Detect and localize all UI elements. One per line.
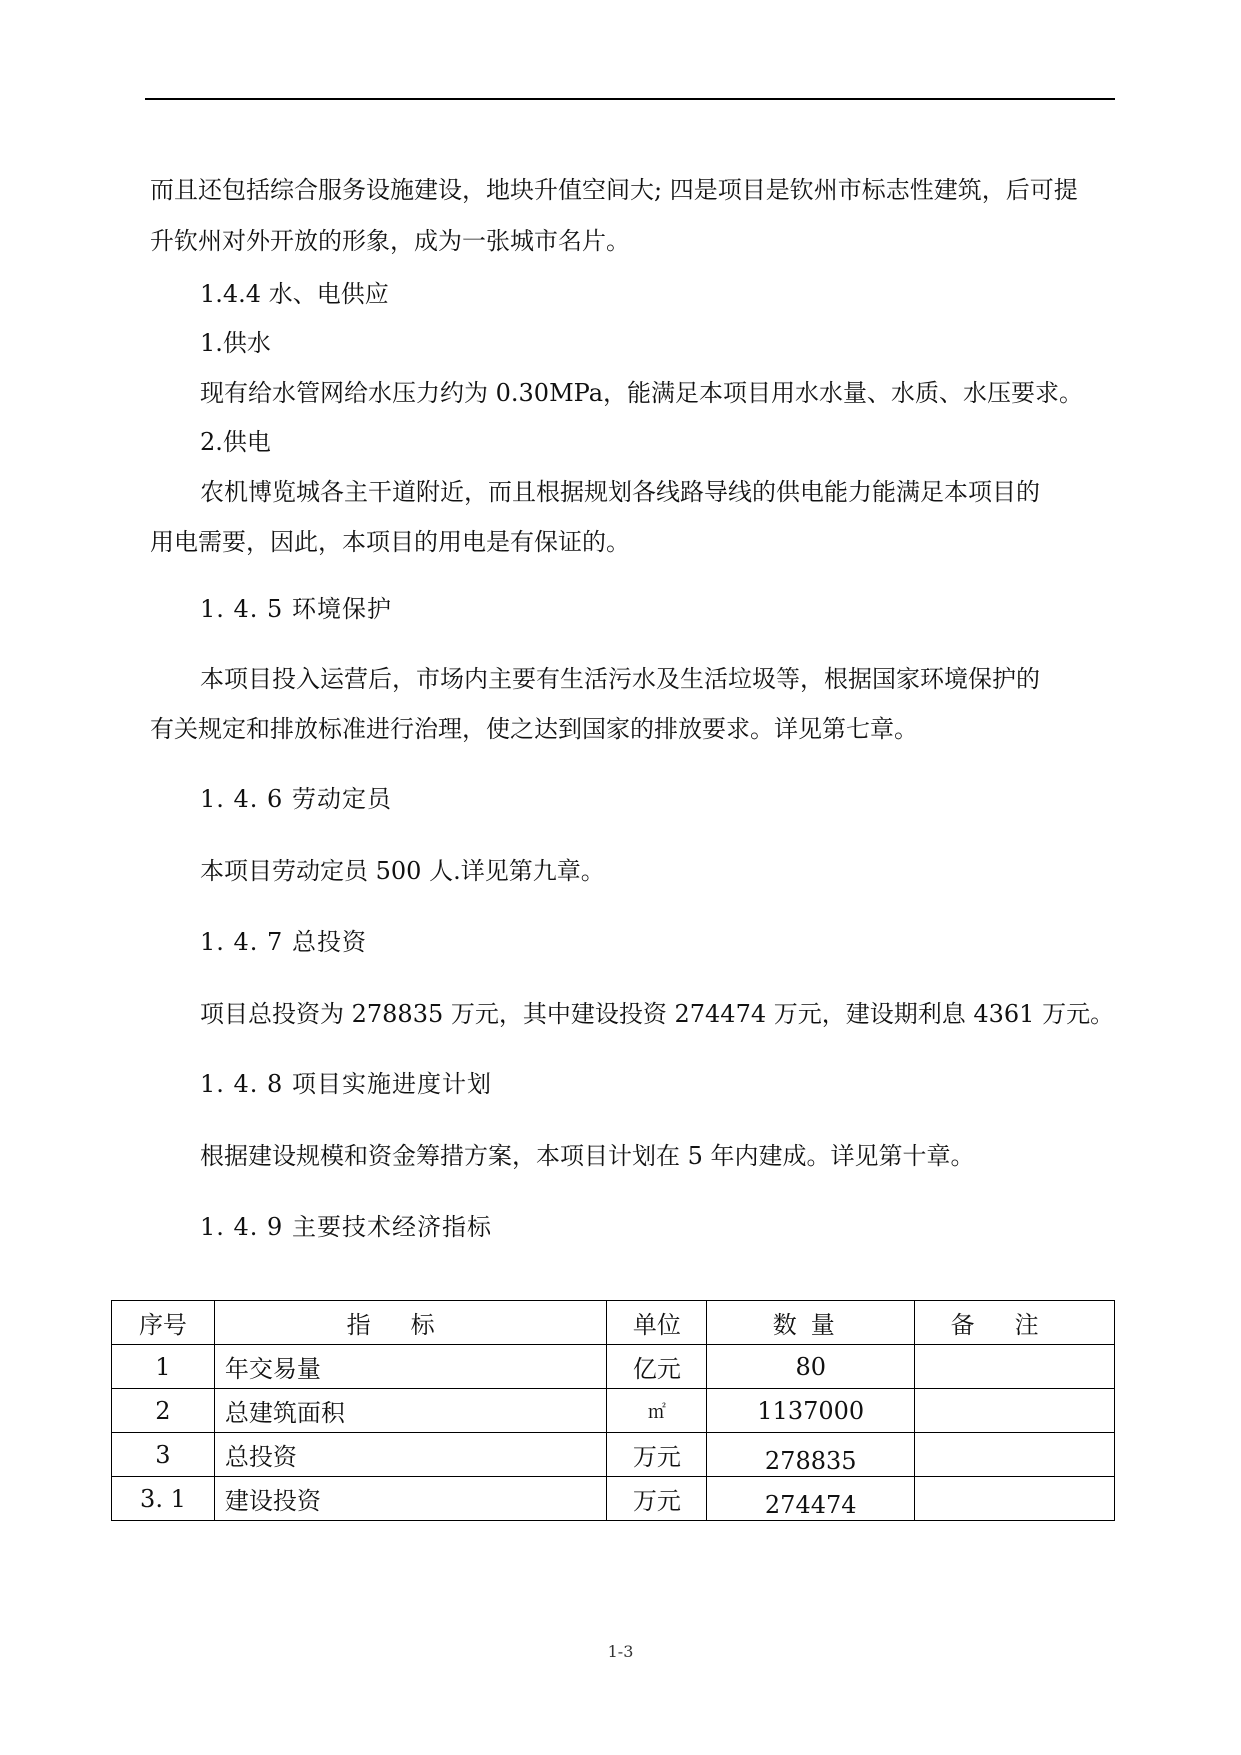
paragraph-line: 本项目劳动定员 500 人.详见第九章。: [200, 857, 605, 885]
section-heading-1-4-6: 1. 4. 6 劳动定员: [200, 785, 392, 813]
header-cell-indicator: 指标: [214, 1301, 607, 1345]
cell-remarks: [915, 1389, 1115, 1433]
paragraph-line: 根据建设规模和资金筹措方案，本项目计划在 5 年内建成。详见第十章。: [200, 1142, 975, 1170]
cell-unit: 万元: [607, 1477, 707, 1521]
table-row: [112, 1389, 1115, 1433]
table-row: [112, 1345, 1115, 1389]
paragraph-line: 用电需要，因此，本项目的用电是有保证的。: [150, 528, 630, 556]
cell-quantity: 278835: [707, 1433, 915, 1477]
paragraph-line: 升钦州对外开放的形象，成为一张城市名片。: [150, 227, 630, 255]
cell-unit: 万元: [607, 1433, 707, 1477]
cell-quantity: 1137000: [707, 1389, 915, 1433]
paragraph-line: 项目总投资为 278835 万元，其中建设投资 274474 万元，建设期利息 4361 万元。: [200, 1000, 1115, 1028]
cell-index: 3. 1: [112, 1477, 215, 1521]
page-number: 1-3: [607, 1642, 634, 1661]
header-rule: [145, 98, 1115, 100]
header-cell-remarks: 备注: [915, 1301, 1115, 1345]
section-heading-1-4-4: 1.4.4 水、电供应: [200, 280, 389, 308]
table-header-row: [112, 1301, 1115, 1345]
cell-indicator: 年交易量: [214, 1345, 607, 1389]
cell-index: 2: [112, 1389, 215, 1433]
paragraph-line: 本项目投入运营后，市场内主要有生活污水及生活垃圾等，根据国家环境保护的: [200, 665, 1040, 693]
technical-economic-indicators-table: [111, 1300, 1115, 1521]
table-row: [112, 1433, 1115, 1477]
header-cell-quantity: 数量: [707, 1301, 915, 1345]
subheading-water: 1.供水: [200, 329, 271, 357]
header-cell-unit: 单位: [607, 1301, 707, 1345]
cell-remarks: [915, 1477, 1115, 1521]
section-heading-1-4-5: 1. 4. 5 环境保护: [200, 595, 392, 623]
section-heading-1-4-7: 1. 4. 7 总投资: [200, 928, 367, 956]
section-heading-1-4-9: 1. 4. 9 主要技术经济指标: [200, 1213, 492, 1241]
paragraph-line: 农机博览城各主干道附近，而且根据规划各线路导线的供电能力能满足本项目的: [200, 478, 1040, 506]
cell-indicator: 总投资: [214, 1433, 607, 1477]
paragraph-line: 有关规定和排放标准进行治理，使之达到国家的排放要求。详见第七章。: [150, 715, 918, 743]
cell-quantity: 80: [707, 1345, 915, 1389]
table-row: [112, 1477, 1115, 1521]
cell-indicator: 总建筑面积: [214, 1389, 607, 1433]
cell-unit: ㎡: [607, 1389, 707, 1433]
section-heading-1-4-8: 1. 4. 8 项目实施进度计划: [200, 1070, 492, 1098]
cell-remarks: [915, 1345, 1115, 1389]
paragraph-line: 现有给水管网给水压力约为 0.30MPa，能满足本项目用水水量、水质、水压要求。: [200, 379, 1084, 407]
cell-index: 3: [112, 1433, 215, 1477]
cell-remarks: [915, 1433, 1115, 1477]
cell-indicator: 建设投资: [214, 1477, 607, 1521]
header-cell-index: 序号: [112, 1301, 215, 1345]
subheading-power: 2.供电: [200, 428, 271, 456]
cell-quantity: 274474: [707, 1477, 915, 1521]
cell-index: 1: [112, 1345, 215, 1389]
paragraph-line: 而且还包括综合服务设施建设，地块升值空间大; 四是项目是钦州市标志性建筑，后可提: [150, 176, 1078, 204]
cell-unit: 亿元: [607, 1345, 707, 1389]
